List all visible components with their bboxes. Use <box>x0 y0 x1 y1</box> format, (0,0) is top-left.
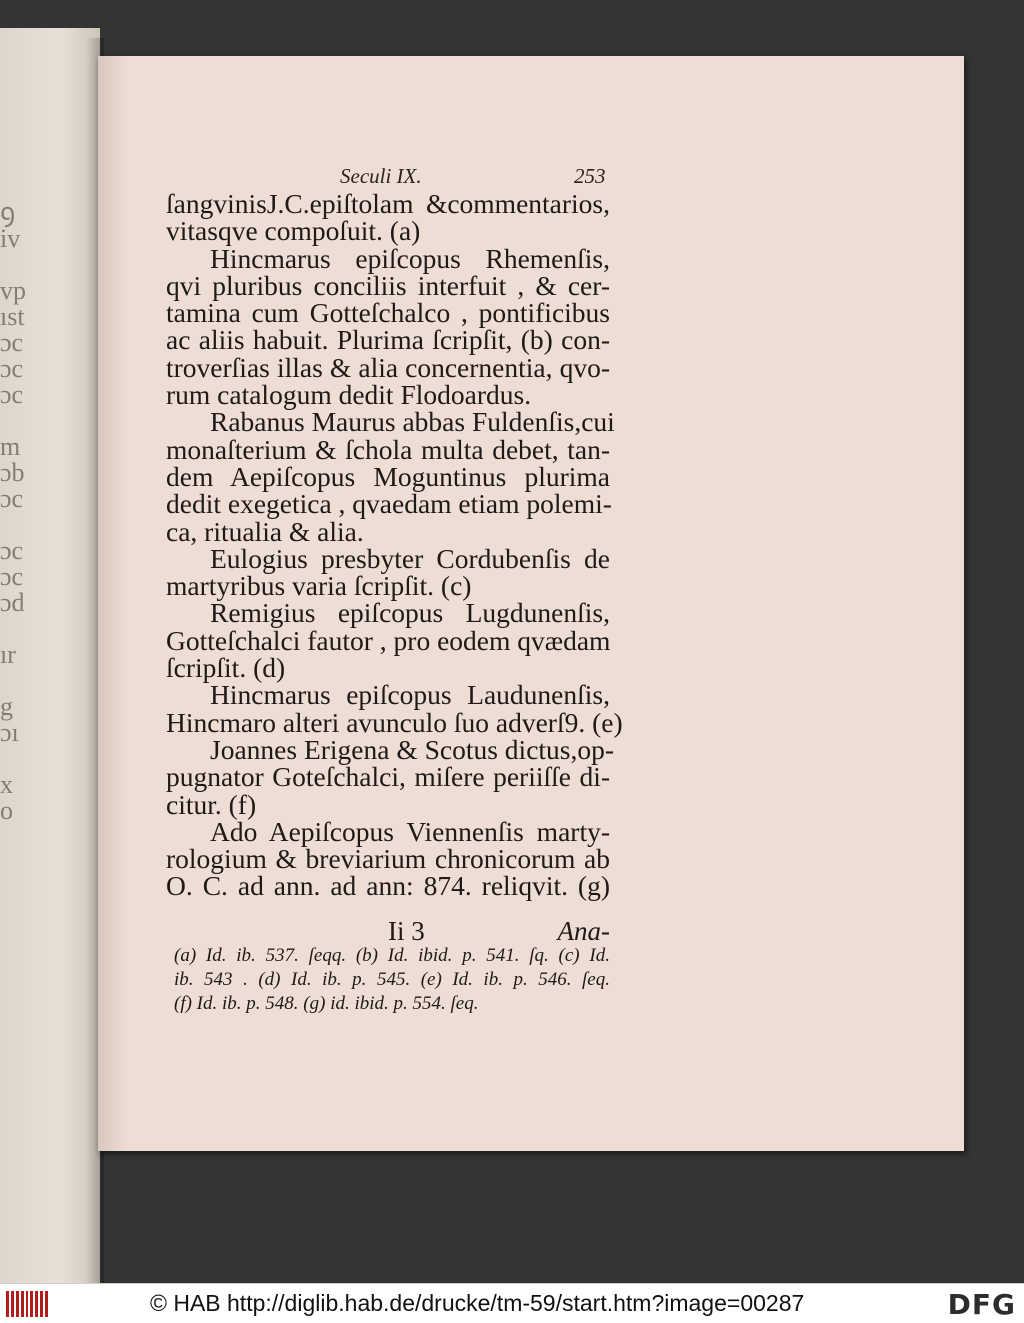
text-line: Eulogius presbyter Cordubenſis de <box>210 542 610 574</box>
text-line: monaſterium & ſchola multa debet, tan- <box>166 433 610 465</box>
footnote-line: (a) Id. ib. 537. ſeqq. (b) Id. ibid. p. 541. ſq. (c) Id. <box>174 945 610 966</box>
text-line: vitasqve compoſuit. (a) <box>166 215 421 247</box>
footnotes <box>174 944 610 1016</box>
hab-logo-icon <box>6 1291 48 1317</box>
text-line: troverſias illas & alia concernentia, qvo- <box>166 351 610 383</box>
bleed-through-text: ꝯ iv vp ıst ɔc ɔc ɔc m ɔb ɔc ɔc ɔc ɔd ır g ɔı x o <box>0 198 26 825</box>
text-line: rologium & breviarium chronicorum ab <box>166 843 610 875</box>
text-line: citur. (f) <box>166 788 257 820</box>
text-line: ſangvinisJ.C.epiſtolam &commentarios, <box>166 188 610 219</box>
text-line: Hincmaro alteri avunculo ſuo adverſ9. (e) <box>166 706 623 738</box>
signature-mark: Ii 3 <box>388 916 425 946</box>
text-line: Hincmarus epiſcopus Laudunenſis, <box>210 679 610 711</box>
text-line: rum catalogum dedit Flodoardus. <box>166 379 532 411</box>
signature-line <box>166 916 610 944</box>
running-head: Seculi IX. <box>340 164 422 188</box>
source-link[interactable]: © HAB http://diglib.hab.de/drucke/tm-59/start.htm?image=00287 <box>150 1290 805 1316</box>
main-text <box>166 188 623 902</box>
text-line: qvi pluribus conciliis interfuit , & cer- <box>166 269 610 301</box>
text-line: Gotteſchalci fautor , pro eodem qvædam <box>166 624 611 656</box>
text-line: ſcripſit. (d) <box>166 652 286 684</box>
text-line: Remigius epiſcopus Lugdunenſis, <box>210 597 610 629</box>
text-line: Hincmarus epiſcopus Rhemenſis, <box>210 242 610 274</box>
footnote-line: (f) Id. ib. p. 548. (g) id. ibid. p. 554. ſeq. <box>174 993 479 1014</box>
text-line: O. C. ad ann. ad ann: 874. reliqvit. (g) <box>166 870 610 902</box>
viewer-footer <box>0 1283 1024 1323</box>
text-line: Joannes Erigena & Scotus dictus,op- <box>210 733 615 765</box>
text-line: Ado Aepiſcopus Viennenſis marty- <box>210 815 610 847</box>
text-line: ac aliis habuit. Plurima ſcripſit, (b) con- <box>166 324 610 356</box>
text-line: pugnator Goteſchalci, miſere periiſſe di- <box>166 761 610 793</box>
footnote-line: ib. 543 . (d) Id. ib. p. 545. (e) Id. ib. p. 546. ſeq. <box>174 969 610 990</box>
page-number: 253 <box>574 164 606 188</box>
dfg-logo: DFG <box>947 1288 1016 1321</box>
text-line: dem Aepiſcopus Moguntinus plurima <box>166 460 610 492</box>
text-line: tamina cum Gotteſchalco , pontificibus <box>166 297 610 329</box>
text-line: martyribus varia ſcripſit. (c) <box>166 570 472 602</box>
text-line: Rabanus Maurus abbas Fuldenſis,cui <box>210 406 615 438</box>
text-line: dedit exegetica , qvaedam etiam polemi- <box>166 488 612 520</box>
catchword: Ana- <box>557 916 610 946</box>
text-line: ca, ritualia & alia. <box>166 515 364 547</box>
